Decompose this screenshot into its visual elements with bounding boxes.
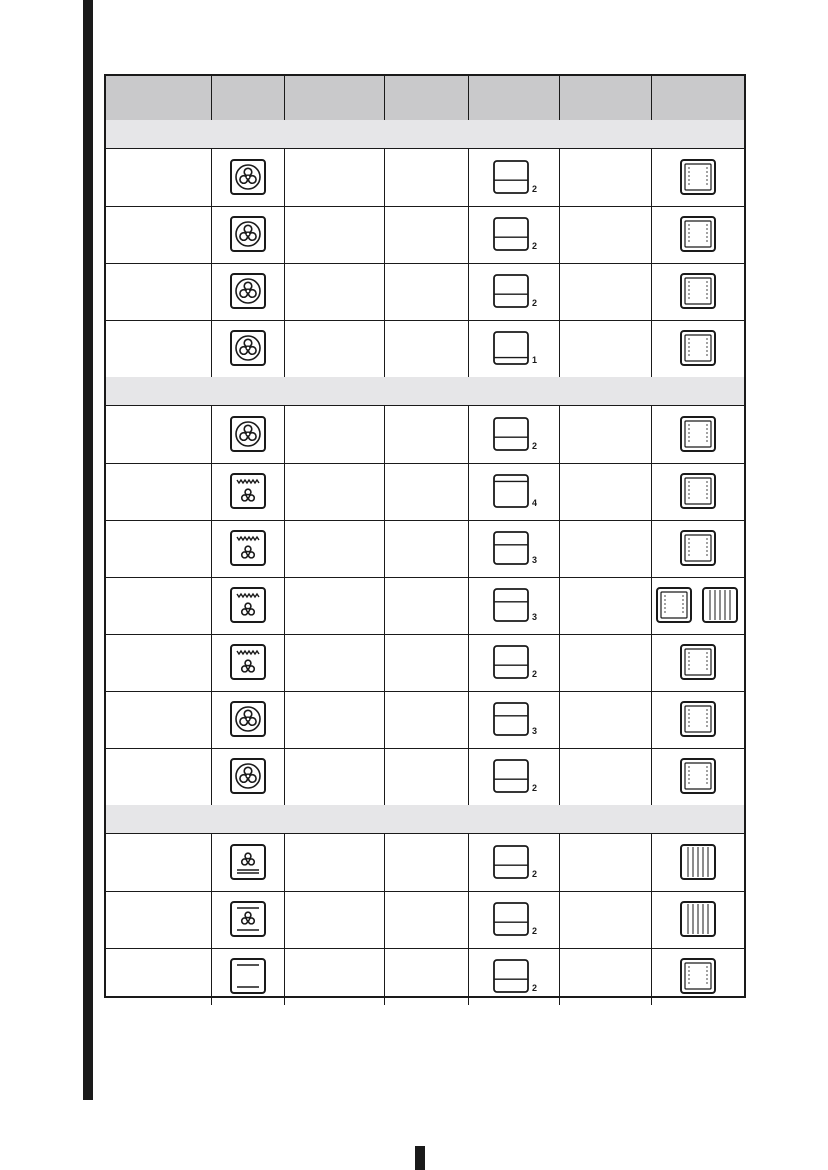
svg-text:4: 4 (532, 498, 538, 508)
column-divider (284, 406, 285, 805)
conventional-heat-icon (229, 957, 267, 1000)
shelf-level-icon (492, 958, 540, 999)
table-header (106, 76, 744, 121)
table-row (106, 263, 744, 321)
column-divider (651, 76, 652, 120)
column-divider (468, 834, 469, 1005)
fan-icon (229, 158, 267, 201)
svg-text:2: 2 (532, 926, 538, 936)
column-divider (211, 406, 212, 805)
section-header (106, 120, 744, 149)
fan-icon (229, 329, 267, 372)
svg-text:2: 2 (532, 783, 538, 793)
grid-icon (679, 900, 717, 943)
svg-text:2: 2 (532, 869, 538, 879)
column-divider (284, 149, 285, 377)
column-divider (384, 406, 385, 805)
table-row (106, 406, 744, 464)
svg-text:2: 2 (532, 441, 538, 451)
section-header (106, 805, 744, 834)
shelf-level-icon (492, 216, 540, 257)
column-divider (559, 149, 560, 377)
page-marker (415, 1146, 425, 1170)
shelf-level-icon (492, 644, 540, 685)
shelf-level-icon (492, 901, 540, 942)
shelf-level-icon (492, 473, 540, 514)
column-divider (284, 834, 285, 1005)
column-divider (284, 76, 285, 120)
table-row (106, 320, 744, 378)
column-divider (468, 149, 469, 377)
table-row (106, 577, 744, 635)
fan-icon (229, 700, 267, 743)
svg-text:2: 2 (532, 298, 538, 308)
column-divider (468, 76, 469, 120)
shelf-level-icon (492, 273, 540, 314)
svg-text:2: 2 (532, 669, 538, 679)
grill-fan-icon (229, 472, 267, 515)
column-divider (559, 406, 560, 805)
fan-icon (229, 415, 267, 458)
shelf-level-icon (492, 844, 540, 885)
table-row (106, 206, 744, 264)
tray-icon (679, 472, 717, 515)
tray-icon (679, 700, 717, 743)
tray-icon (679, 757, 717, 800)
shelf-level-icon (492, 159, 540, 200)
svg-text:3: 3 (532, 555, 538, 565)
shelf-level-icon (492, 330, 540, 371)
svg-text:3: 3 (532, 612, 538, 622)
grill-fan-icon (229, 586, 267, 629)
column-divider (211, 834, 212, 1005)
bottom-heat-fan-icon (229, 843, 267, 886)
tray-icon (679, 329, 717, 372)
shelf-level-icon (492, 416, 540, 457)
table-row (106, 691, 744, 749)
tray-icon (679, 643, 717, 686)
table-row (106, 748, 744, 806)
column-divider (559, 76, 560, 120)
column-divider (384, 76, 385, 120)
tray-icon (679, 529, 717, 572)
tray-icon (679, 272, 717, 315)
column-divider (651, 834, 652, 1005)
column-divider (651, 149, 652, 377)
table-row (106, 463, 744, 521)
top-bottom-fan-icon (229, 900, 267, 943)
table-row (106, 149, 744, 207)
grill-fan-icon (229, 643, 267, 686)
shelf-level-icon (492, 530, 540, 571)
table-row (106, 520, 744, 578)
table-row (106, 834, 744, 892)
cooking-table (104, 74, 746, 998)
column-divider (651, 406, 652, 805)
tray-icon (679, 415, 717, 458)
fan-icon (229, 757, 267, 800)
svg-text:2: 2 (532, 184, 538, 194)
table-row (106, 634, 744, 692)
svg-text:3: 3 (532, 726, 538, 736)
grid-icon (679, 843, 717, 886)
column-divider (211, 149, 212, 377)
column-divider (559, 834, 560, 1005)
shelf-level-icon (492, 587, 540, 628)
column-divider (384, 834, 385, 1005)
tray-and-grid-icon (655, 586, 739, 624)
column-divider (468, 406, 469, 805)
table-row (106, 948, 744, 1005)
tray-icon (679, 957, 717, 1000)
shelf-level-icon (492, 758, 540, 799)
svg-text:1: 1 (532, 355, 538, 365)
svg-text:2: 2 (532, 241, 538, 251)
fan-icon (229, 272, 267, 315)
fan-icon (229, 215, 267, 258)
column-divider (384, 149, 385, 377)
section-header (106, 377, 744, 406)
tray-icon (679, 215, 717, 258)
tray-icon (679, 158, 717, 201)
margin-bar (83, 0, 93, 1100)
svg-text:2: 2 (532, 983, 538, 993)
shelf-level-icon (492, 701, 540, 742)
column-divider (211, 76, 212, 120)
grill-fan-icon (229, 529, 267, 572)
table-row (106, 891, 744, 949)
